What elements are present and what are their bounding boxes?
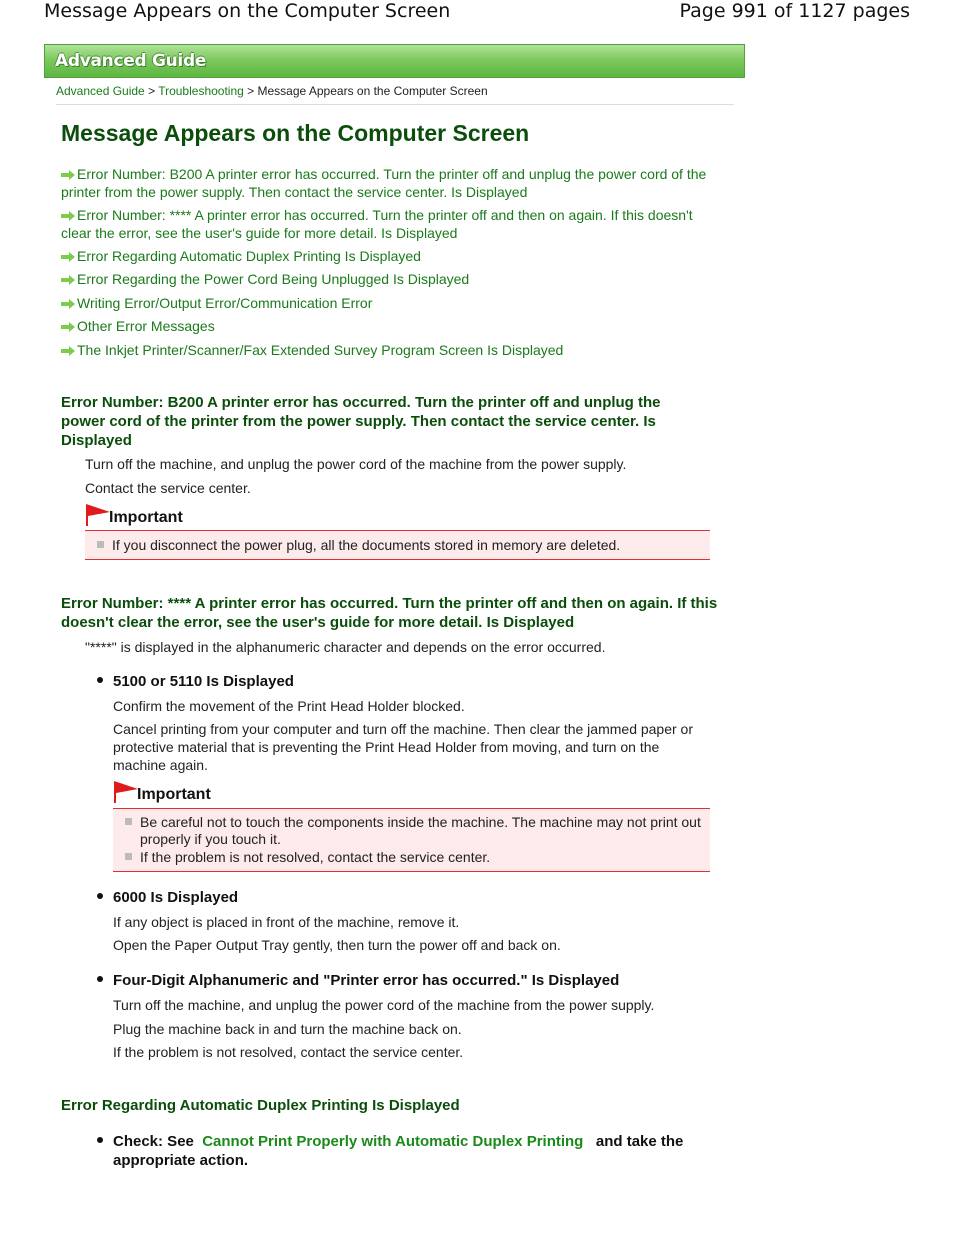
toc-link-power-cord[interactable]: Error Regarding the Power Cord Being Unplugged Is Displayed <box>61 270 721 288</box>
toc-link-duplex[interactable]: Error Regarding Automatic Duplex Printing Is Displayed <box>61 247 721 265</box>
breadcrumb-current: Message Appears on the Computer Screen <box>257 84 488 98</box>
check-item: Check: See Cannot Print Properly with Automatic Duplex Printing and take the appropriate action. <box>97 1132 723 1170</box>
important-box <box>113 808 710 872</box>
paragraph: Cancel printing from your computer and turn off the machine. Then clear the jammed paper or protective material that is preventing the Print Head Holder from moving, and turn on the machine again. <box>113 721 694 773</box>
paragraph: Open the Paper Output Tray gently, then turn the power off and back on. <box>113 937 561 953</box>
paragraph: Turn off the machine, and unplug the power cord of the machine from the power supply. <box>113 997 655 1013</box>
red-flag-icon <box>85 503 111 527</box>
bullet-dot-icon <box>97 677 103 683</box>
arrow-right-icon <box>61 170 75 180</box>
paragraph: Turn off the machine, and unplug the power cord of the machine from the power supply. <box>85 456 627 472</box>
arrow-right-icon <box>61 299 75 309</box>
arrow-right-icon <box>61 252 75 262</box>
banner-label: Advanced Guide <box>55 51 207 71</box>
section-heading-star-error: Error Number: **** A printer error has occurred. Turn the printer off and then on again. If this doesn't clear the error, see the user's guide for more detail. Is Displayed <box>61 595 718 631</box>
bullet-dot-icon <box>97 976 103 982</box>
breadcrumb-separator: > <box>144 84 159 98</box>
breadcrumb <box>56 84 488 98</box>
bullet-dot-icon <box>97 893 103 899</box>
duplex-printing-link[interactable]: Cannot Print Properly with Automatic Duplex Printing <box>202 1133 584 1150</box>
page-title: Message Appears on the Computer Screen <box>61 120 530 146</box>
important-title: Important <box>137 786 211 803</box>
square-bullet-icon <box>125 818 132 825</box>
toc-link-b200[interactable]: Error Number: B200 A printer error has occurred. Turn the printer off and unplug the power cord of the printer from the power supply. Then contact the service center. Is Displayed <box>61 166 707 200</box>
arrow-right-icon <box>61 346 75 356</box>
important-title: Important <box>109 509 183 526</box>
advanced-guide-banner <box>44 44 745 78</box>
breadcrumb-advanced-guide-link[interactable]: Advanced Guide <box>56 84 145 98</box>
toc-link-survey-program[interactable]: The Inkjet Printer/Scanner/Fax Extended Survey Program Screen Is Displayed <box>61 341 721 359</box>
important-item: Be careful not to touch the components inside the machine. The machine may not print out properly if you touch it. <box>125 814 715 848</box>
bullet-heading-6000: 6000 Is Displayed <box>97 889 238 906</box>
breadcrumb-separator: > <box>243 84 258 98</box>
paragraph: "****" is displayed in the alphanumeric character and depends on the error occurred. <box>85 639 606 655</box>
paragraph: Plug the machine back in and turn the machine back on. <box>113 1021 462 1037</box>
important-item: If the problem is not resolved, contact the service center. <box>125 849 490 866</box>
square-bullet-icon <box>125 853 132 860</box>
toc-link-other-errors[interactable]: Other Error Messages <box>61 317 721 335</box>
important-box <box>85 530 710 560</box>
arrow-right-icon <box>61 322 75 332</box>
square-bullet-icon <box>97 541 104 548</box>
breadcrumb-troubleshooting-link[interactable]: Troubleshooting <box>158 84 244 98</box>
section-heading-duplex: Error Regarding Automatic Duplex Printing Is Displayed <box>61 1097 460 1114</box>
page-header-title: Message Appears on the Computer Screen <box>44 0 451 22</box>
bullet-heading-5100: 5100 or 5110 Is Displayed <box>97 673 294 690</box>
bullet-dot-icon <box>97 1137 103 1143</box>
red-flag-icon <box>113 780 139 804</box>
page-header <box>0 0 954 28</box>
paragraph: Contact the service center. <box>85 480 251 496</box>
bullet-heading-four-digit: Four-Digit Alphanumeric and "Printer error has occurred." Is Displayed <box>97 972 619 989</box>
arrow-right-icon <box>61 275 75 285</box>
paragraph: If the problem is not resolved, contact the service center. <box>113 1044 464 1060</box>
toc-link-writing-error[interactable]: Writing Error/Output Error/Communication Error <box>61 294 721 312</box>
paragraph: Confirm the movement of the Print Head Holder blocked. <box>113 698 465 714</box>
toc-link-star-error[interactable]: Error Number: **** A printer error has occurred. Turn the printer off and then on again. If this doesn't clear the error, see the user's guide for more detail. Is Displayed <box>61 207 693 241</box>
arrow-right-icon <box>61 211 75 221</box>
important-item: If you disconnect the power plug, all the documents stored in memory are deleted. <box>97 537 620 554</box>
page-number: Page 991 of 1127 pages <box>679 0 910 22</box>
paragraph: If any object is placed in front of the machine, remove it. <box>113 914 460 930</box>
section-heading-b200: Error Number: B200 A printer error has occurred. Turn the printer off and unplug the power cord of the printer from the power supply. Then contact the service center. Is Displayed <box>61 394 661 449</box>
breadcrumb-divider <box>56 104 734 105</box>
